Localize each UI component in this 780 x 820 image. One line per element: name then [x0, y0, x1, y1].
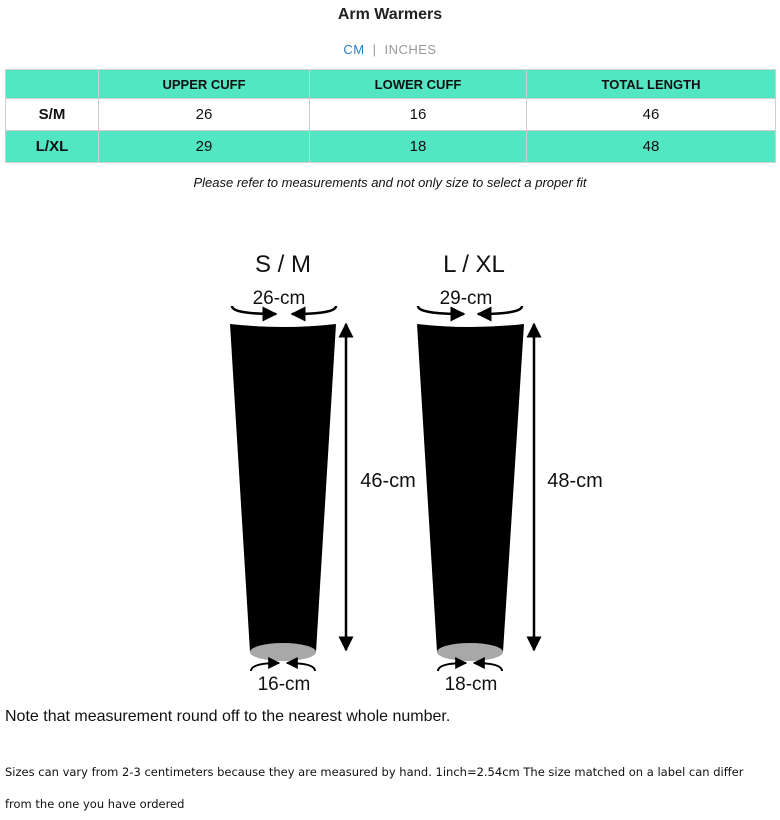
sizing-diagram [0, 200, 780, 700]
lower-cuff-arrow-left [438, 663, 466, 671]
lower-cuff-arrow-right [287, 663, 315, 671]
unit-cm-toggle[interactable]: CM [343, 42, 365, 57]
fit-note: Please refer to measurements and not only size to select a proper fit [193, 175, 587, 190]
lower-cuff-arrow-left [251, 663, 279, 671]
unit-inches-toggle[interactable]: INCHES [384, 42, 437, 57]
size-table [5, 69, 776, 163]
lower-cuff-cell: 18 [310, 131, 527, 163]
variation-note: Sizes can vary from 2-3 centimeters because they are measured by hand. 1inch=2.54cm The size matched on a label can differ from the one you have ordered [5, 765, 744, 811]
lower-cuff-label: 16-cm [257, 674, 311, 695]
header-lower-cuff: LOWER CUFF [310, 70, 527, 99]
size-cell: S/M [6, 99, 99, 131]
lower-cuff-arrow-right [474, 663, 502, 671]
length-label: 48-cm [547, 470, 603, 492]
upper-cuff-label: 29-cm [439, 288, 493, 309]
upper-cuff-cell: 26 [99, 99, 310, 131]
lower-cuff-label: 18-cm [444, 674, 498, 695]
sleeve-large-xlarge [417, 251, 603, 695]
header-size [6, 70, 99, 99]
sleeve-size-label: L / XL [443, 251, 505, 278]
upper-cuff-cell: 29 [99, 131, 310, 163]
lower-cuff-opening [437, 643, 503, 661]
lower-cuff-cell: 16 [310, 99, 527, 131]
size-cell: L/XL [6, 131, 99, 163]
total-length-cell: 48 [527, 131, 776, 163]
header-total-length: TOTAL LENGTH [527, 70, 776, 99]
length-label: 46-cm [360, 470, 416, 492]
page-title: Arm Warmers [337, 6, 443, 23]
rounding-note: Note that measurement round off to the nearest whole number. [5, 708, 451, 725]
total-length-cell: 46 [527, 99, 776, 131]
unit-switch [0, 42, 780, 57]
table-row [6, 131, 776, 163]
sleeve-size-label: S / M [254, 251, 312, 278]
table-header-row [6, 70, 776, 99]
sleeve-shape [417, 324, 524, 652]
sleeve-shape [230, 324, 336, 652]
unit-separator: | [372, 42, 377, 57]
sleeve-small-medium [230, 251, 416, 695]
upper-cuff-label: 26-cm [252, 288, 306, 309]
header-upper-cuff: UPPER CUFF [99, 70, 310, 99]
table-row [6, 99, 776, 131]
lower-cuff-opening [250, 643, 316, 661]
